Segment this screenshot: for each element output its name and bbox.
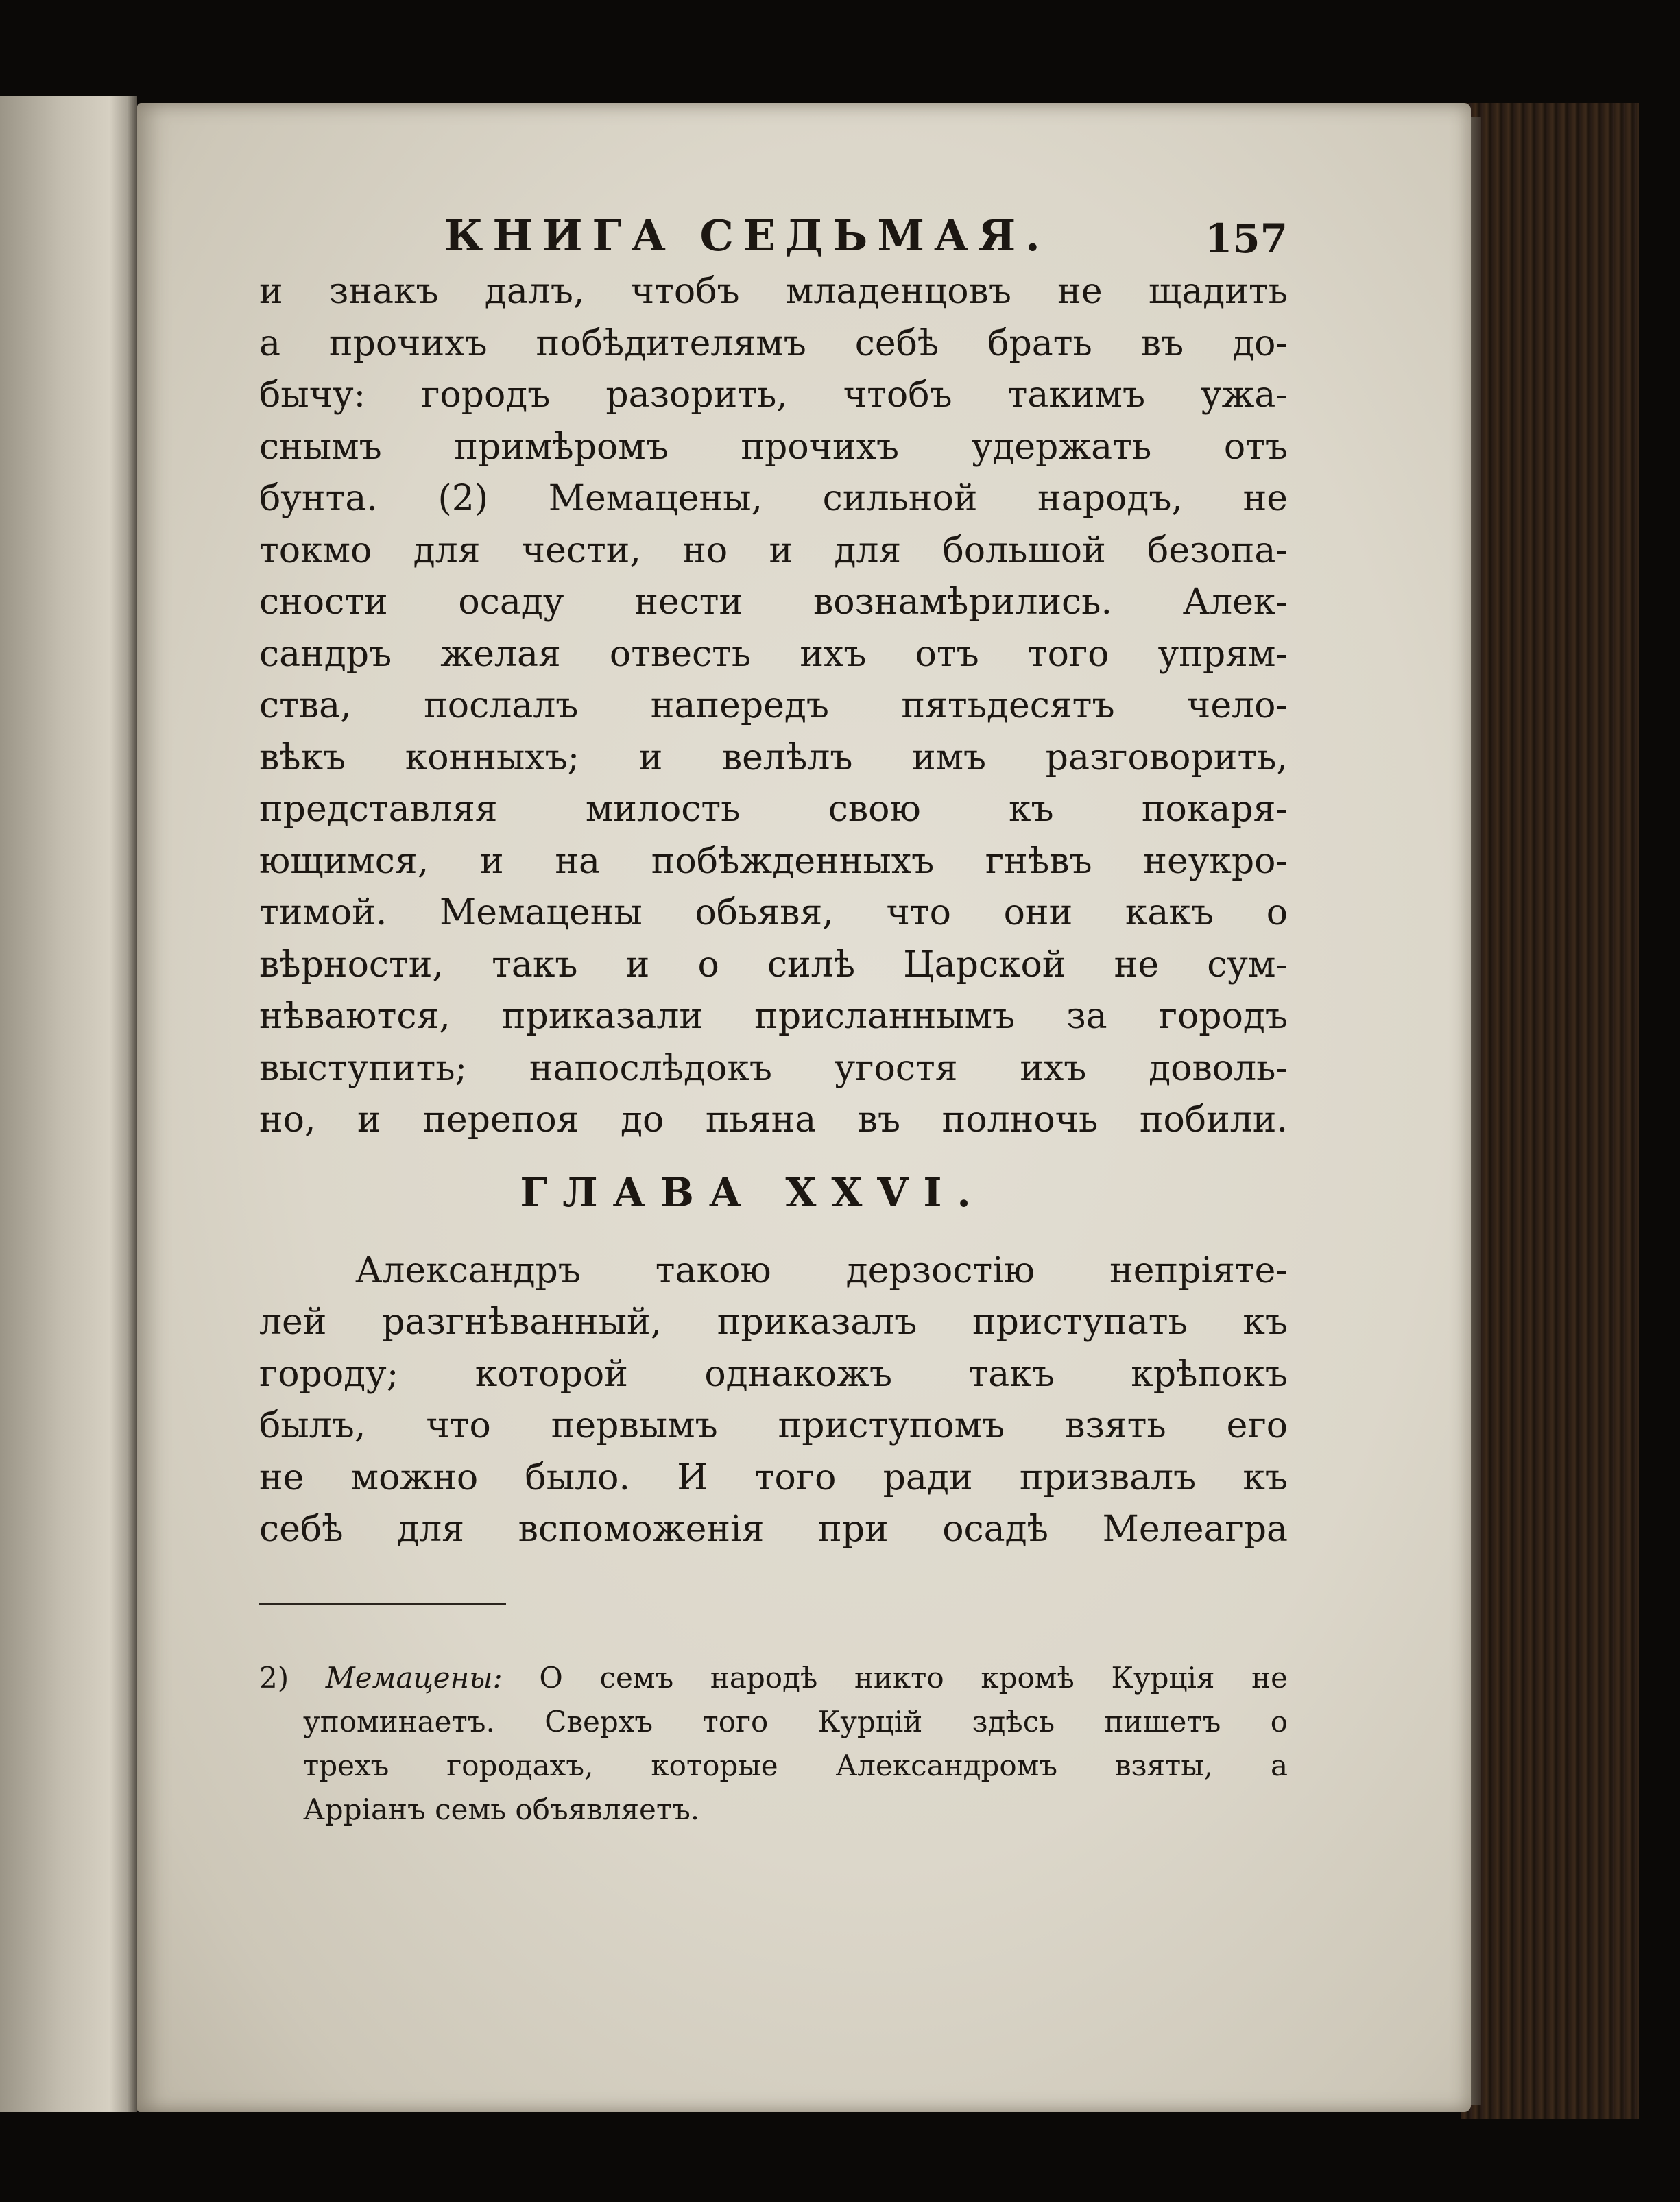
footnote-text: О семъ народѣ никто кромѣ Курція не: [539, 1660, 1288, 1695]
text-line: нѣваются, приказали присланнымъ за городъ: [259, 996, 1288, 1037]
text-line: былъ, что первымъ приступомъ взять его: [259, 1405, 1288, 1446]
text-line: лей разгнѣванный, приказалъ приступать къ: [259, 1302, 1288, 1343]
page-number: 157: [1204, 215, 1288, 262]
footnote-line: [259, 1656, 1288, 1700]
text-line: Александръ такою дерзостію непріяте-: [355, 1249, 1288, 1291]
text-line: сандръ желая отвесть ихъ отъ того упрям-: [259, 633, 1288, 675]
text-line: представляя милость свою къ покаря-: [259, 789, 1288, 830]
book-page: [137, 103, 1471, 2112]
text-line: не можно было. И того ради призвалъ къ: [259, 1457, 1288, 1498]
text-line: и знакъ далъ, чтобъ младенцовъ не щадить: [259, 271, 1288, 312]
text-line: ющимся, и на побѣжденныхъ гнѣвъ неукро-: [259, 840, 1288, 882]
text-line: бунта. (2) Мемацены, сильной народъ, не: [259, 478, 1288, 519]
book-page-block: [1461, 103, 1639, 2119]
facing-page-edge: [0, 96, 137, 2112]
text-line: снымъ примѣромъ прочихъ удержать отъ: [259, 426, 1288, 468]
footnote-line: трехъ городахъ, которые Александромъ взяты, а: [303, 1748, 1288, 1782]
text-line: токмо для чести, но и для большой безопа-: [259, 529, 1288, 571]
footnote: [259, 1656, 1288, 1832]
text-line: вѣкъ конныхъ; и велѣлъ имъ разговорить,: [259, 737, 1288, 778]
chapter-title: ГЛАВА XXVI.: [520, 1169, 986, 1216]
footnote-term: Мемацены:: [325, 1660, 503, 1695]
text-line: себѣ для вспоможенія при осадѣ Мелеагра: [259, 1509, 1288, 1550]
text-block: [259, 206, 1288, 1832]
footnote-line: упоминаетъ. Сверхъ того Курцій здѣсь пишетъ о: [303, 1704, 1288, 1738]
text-line: сности осаду нести вознамѣрились. Алек-: [259, 582, 1288, 623]
text-line: бычу: городъ разорить, чтобъ такимъ ужа-: [259, 374, 1288, 416]
footnote-line: Арріанъ семь объявляетъ.: [303, 1792, 700, 1826]
chapter-paragraph: [259, 1245, 1288, 1556]
text-line: тимой. Мемацены обьявя, что они какъ о: [259, 892, 1288, 933]
text-line: выступить; напослѣдокъ угостя ихъ доволь-: [259, 1047, 1288, 1089]
footnote-separator: [259, 1603, 506, 1605]
text-line: ства, послалъ напередъ пятьдесятъ чело-: [259, 685, 1288, 726]
page-header: [259, 206, 1288, 266]
text-line: а прочихъ побѣдителямъ себѣ брать въ до-: [259, 322, 1288, 364]
text-line: городу; которой однакожъ такъ крѣпокъ: [259, 1353, 1288, 1395]
body-paragraph: [259, 266, 1288, 1147]
text-line: но, и перепоя до пьяна въ полночь побили.: [259, 1099, 1288, 1140]
text-line: вѣрности, такъ и о силѣ Царской не сум-: [259, 944, 1288, 985]
running-head: КНИГА СЕДЬМАЯ.: [444, 211, 1050, 261]
footnote-marker: 2): [259, 1660, 289, 1695]
